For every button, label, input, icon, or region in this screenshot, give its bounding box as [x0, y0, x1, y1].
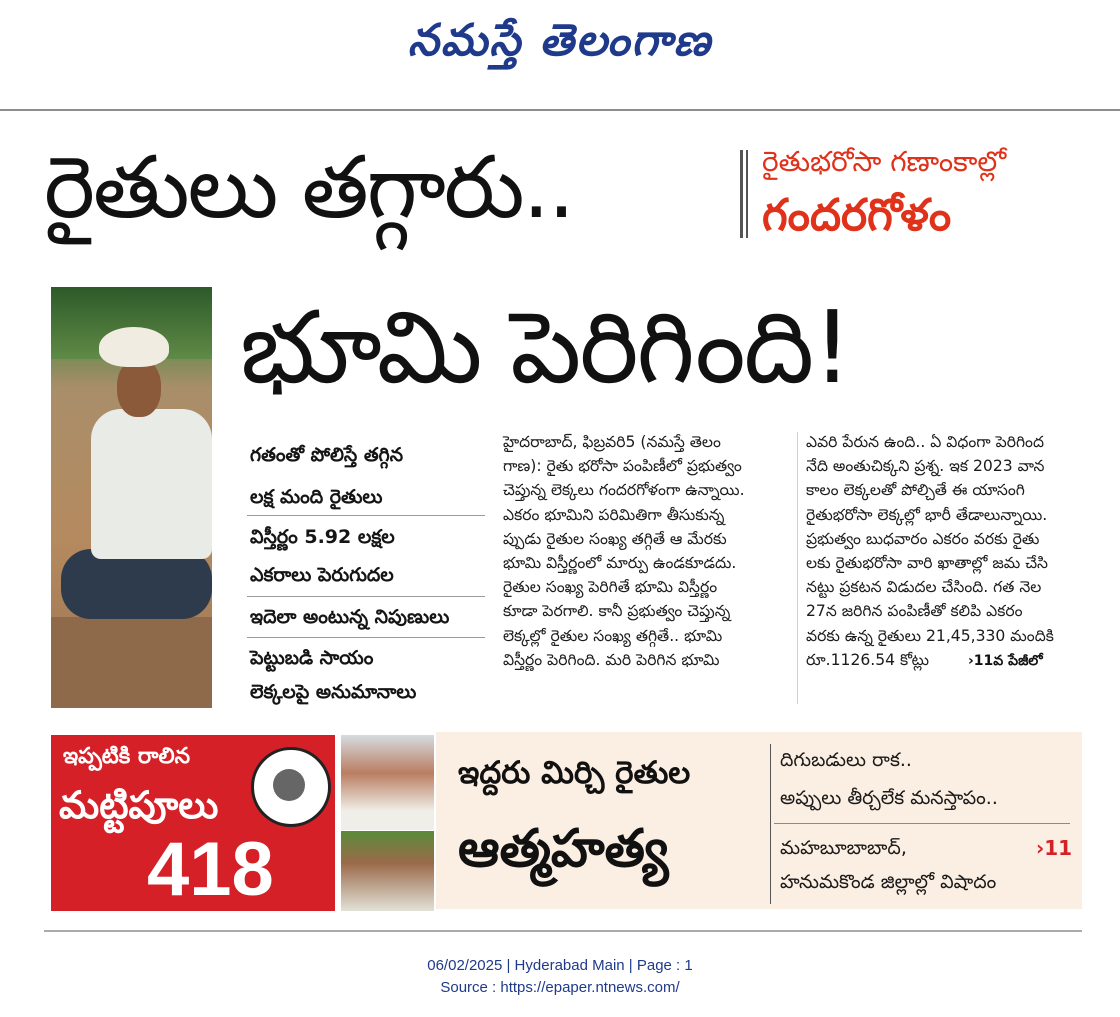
story-page-ref-link[interactable]: ›11: [1036, 836, 1073, 860]
headline-line-1: రైతులు తగ్గారు..: [44, 138, 574, 238]
article-line: కాలం లెక్కలతో పోల్చితే ఈ యాసంగి: [806, 481, 1025, 500]
subhead-line: గతంతో పోలిస్తే తగ్గిన: [250, 444, 404, 466]
article-line: హైదరాబాద్, ఫిబ్రవరి5 (నమస్తే తెలం: [503, 433, 721, 451]
subhead-line: విస్తీర్ణం 5.92 లక్షల: [250, 526, 395, 548]
article-line: ఎకరం భూమిని పరిమితిగా తీసుకున్న: [503, 505, 725, 524]
article-line: చెప్తున్న లెక్కలు గందరగోళంగా ఉన్నాయి.: [503, 481, 745, 500]
article-line: విస్తీర్ణం పెరిగింది. మరి పెరిగిన భూమి: [503, 650, 720, 669]
article-column-1: [503, 430, 790, 672]
article-line: గాణ): రైతు భరోసా పంపిణీలో ప్రభుత్వం: [503, 457, 742, 476]
photo-figure-face: [117, 359, 161, 417]
article-line: లెక్కల్లో రైతుల సంఖ్య తగ్గితే.. భూమి: [503, 626, 723, 645]
kicker-text: రైతుభరోసా గణాంకాల్లో: [762, 145, 1007, 178]
counter-label-line-2: మట్టిపూలు: [59, 783, 219, 827]
article-line: రైతుభరోసా లెక్కల్లో భారీ తేడాలున్నాయి.: [806, 505, 1048, 524]
article-line: ప్రభుత్వం బుధవారం ఎకరం వరకు రైతు: [806, 529, 1040, 548]
story-sub-line: మహబూబాబాద్,: [780, 837, 907, 859]
story-sub-line: దిగుబడులు రాక..: [780, 749, 912, 771]
story-divider: [770, 744, 771, 904]
photo-figure-legs: [61, 549, 212, 619]
article-line: ప్పుడు రైతుల సంఖ్య తగ్గితే ఆ మేరకు: [503, 529, 727, 548]
photo-figure-shirt: [91, 409, 212, 559]
article-line: రైతుల సంఖ్య పెరిగితే భూమి విస్తీర్ణం: [503, 578, 718, 597]
photo-ground: [51, 617, 212, 708]
article-column-2: [806, 430, 1088, 673]
portrait-farmer-1: [341, 735, 434, 830]
counter-number: 418: [147, 827, 274, 911]
continued-link[interactable]: ›11వ పేజీలో: [968, 652, 1043, 669]
article-line: కూడా పెరగాలి. కానీ ప్రభుత్వం చెప్తున్న: [503, 602, 731, 621]
kicker-divider: [746, 150, 748, 238]
kicker-divider: [740, 150, 743, 238]
story-headline-line-2: ఆత్మహత్య: [458, 819, 669, 879]
headline-line-2: భూమి పెరిగింది!: [240, 289, 851, 406]
column-divider: [797, 432, 798, 704]
subhead-line: ఇదెలా అంటున్న నిపుణులు: [250, 606, 450, 628]
footer-edition-info: 06/02/2025 | Hyderabad Main | Page : 1: [427, 957, 693, 974]
counter-label-line-1: ఇప్పటికి రాలిన: [63, 744, 191, 769]
article-line: నేది అంతుచిక్కని ప్రశ్న. ఇక 2023 వాన: [806, 457, 1045, 476]
flower-center-icon: [273, 769, 305, 801]
dead-farmers-counter-box: [51, 735, 335, 911]
kicker-main-text: గందరగోళం: [762, 190, 952, 241]
subhead-line: ఎకరాలు పెరుగుదల: [250, 564, 394, 586]
subhead-line: లక్ష మంది రైతులు: [250, 486, 383, 508]
story-sub-line: అప్పులు తీర్చలేక మనస్తాపం..: [780, 787, 998, 809]
article-line: [806, 648, 1088, 673]
portrait-farmer-2: [341, 831, 434, 911]
story-sub-line: హనుమకొండ జిల్లాల్లో విషాదం: [780, 871, 997, 893]
header-divider: [0, 109, 1120, 111]
subhead-divider: [247, 637, 485, 638]
photo-figure-turban: [99, 327, 169, 367]
story-headline-line-1: ఇద్దరు మిర్చి రైతుల: [458, 755, 691, 791]
article-line: 27న జరిగిన పంపిణీతో కలిపి ఎకరం: [806, 602, 1023, 621]
masthead-logo: నమస్తే తెలంగాణ: [407, 15, 713, 66]
footer-divider: [44, 930, 1082, 932]
subhead-divider: [247, 596, 485, 597]
subhead-line: పెట్టుబడి సాయం: [250, 647, 374, 669]
subhead-divider: [247, 515, 485, 516]
article-line: నట్టు ప్రకటన విడుదల చేసింది. గత నెల: [806, 578, 1042, 597]
article-line: ఎవరి పేరున ఉంది.. ఏ విధంగా పెరిగింద: [806, 433, 1044, 451]
article-line-text: రూ.1126.54 కోట్లు: [806, 650, 930, 669]
subhead-line: లెక్కలపై అనుమానాలు: [250, 681, 417, 703]
story-sub-divider: [774, 823, 1070, 824]
article-line: లకు రైతుభరోసా వారి ఖాతాల్లో జమ చేసి: [806, 554, 1049, 573]
footer-source-link[interactable]: Source : https://epaper.ntnews.com/: [440, 979, 680, 996]
farmer-photo: [51, 287, 212, 708]
article-line: వరకు ఉన్న రైతులు 21,45,330 మందికి: [806, 626, 1054, 645]
article-line: భూమి విస్తీర్ణంలో మార్పు ఉండకూడదు.: [503, 554, 737, 573]
